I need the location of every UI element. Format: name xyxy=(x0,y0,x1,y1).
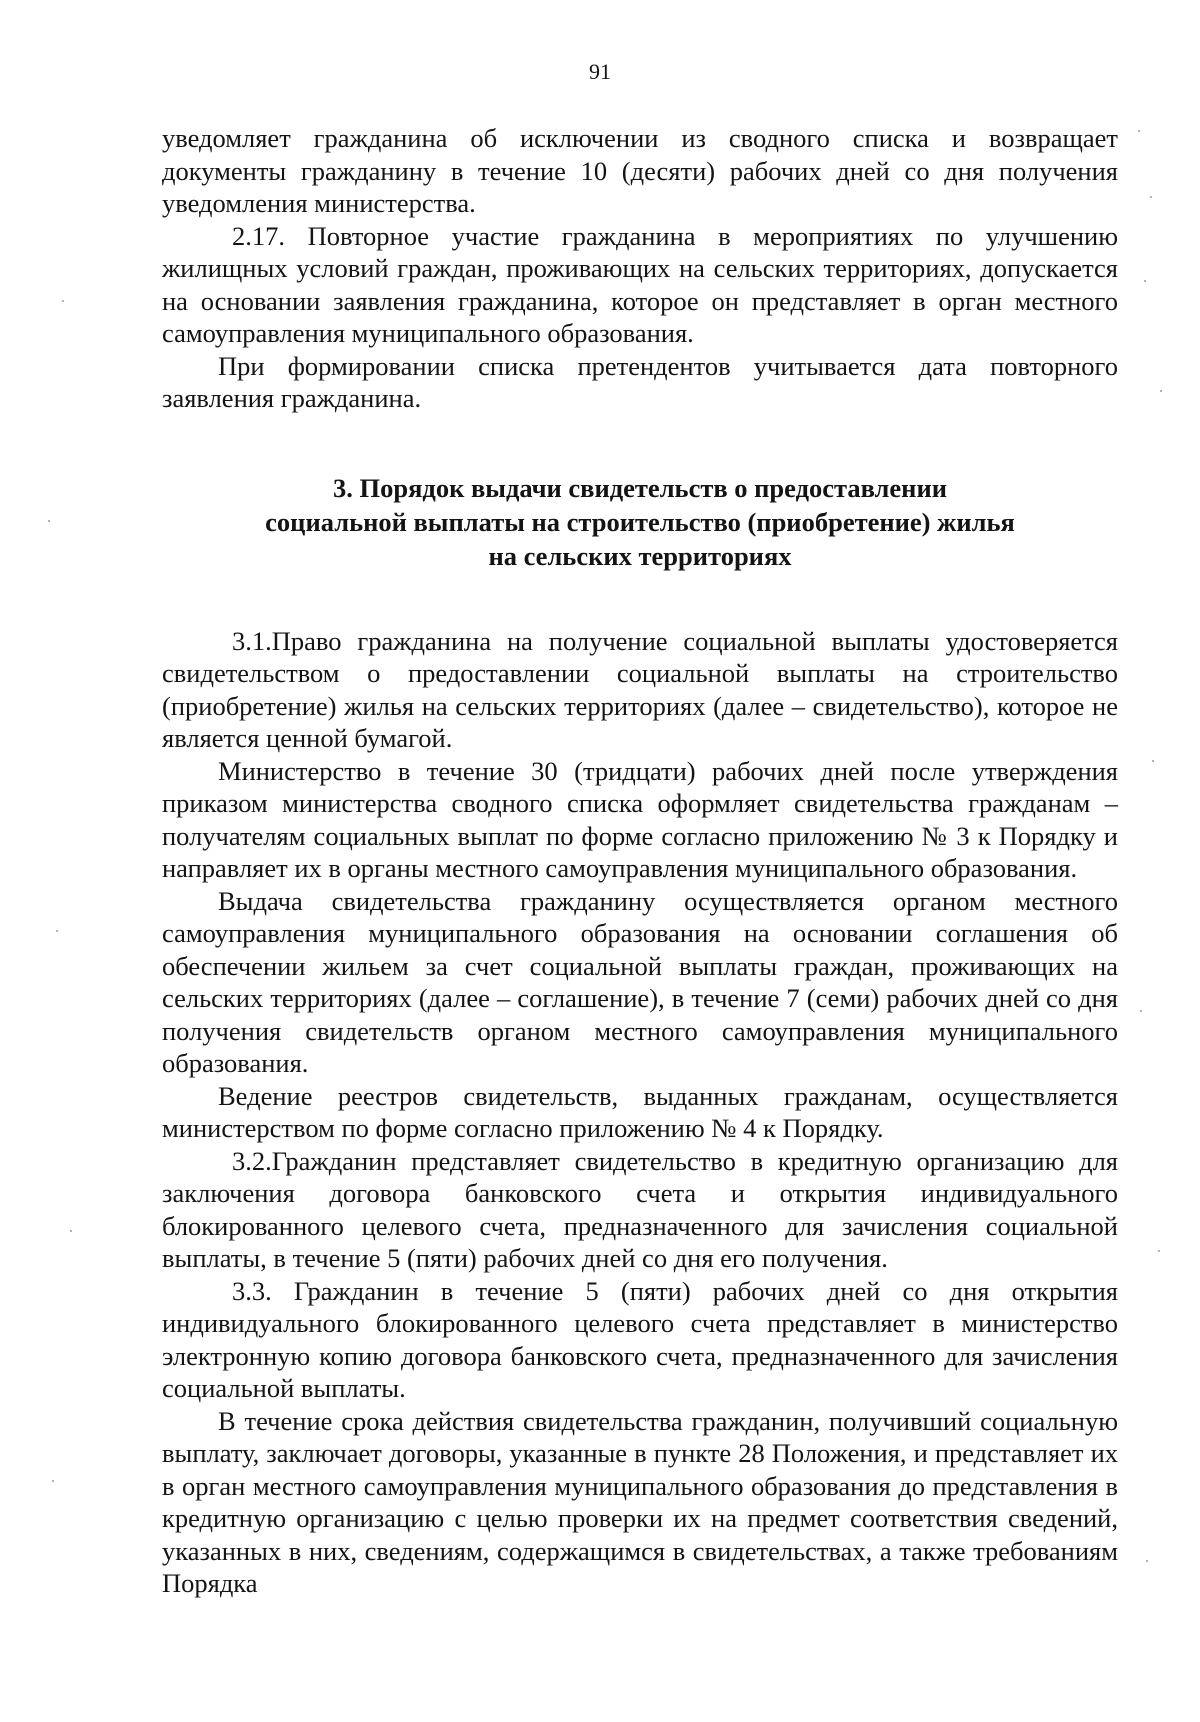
scan-speck xyxy=(1144,280,1146,282)
paragraph-3-2: 3.2.Гражданин представляет свидетельство в кредитную организацию для заключения договора банковского счета и открытия индивидуального блокированного целевого счета, предназначенного для зачисления социальной выплаты, в течение 5 (пяти) рабочих дней со дня его получения. xyxy=(162,1145,1118,1273)
paragraph-contracts: В течение срока действия свидетельства гражданин, получивший социальную выплату, заключает договоры, указанные в пункте 28 Положения, и представляет их в орган местного самоуправления муниципального образования до представления в кредитную организацию с целью проверки их на предмет соответствия сведений, указанных в них, сведениям, содержащимся в свидетельствах, а также требованиям Порядка xyxy=(162,1405,1118,1598)
paragraph-applicant-list: При формировании списка претендентов учитывается дата повторного заявления гражданина. xyxy=(162,350,1118,413)
scan-speck xyxy=(1152,760,1154,762)
paragraph-ministry-issuance: Министерство в течение 30 (тридцати) рабочих дней после утверждения приказом министерства сводного списка оформляет свидетельства гражданам – получателям социальных выплат по форме согласно приложению № 3 к Порядку и направляет их в органы местного самоуправления муниципального образования. xyxy=(162,755,1118,883)
scan-speck xyxy=(62,300,64,302)
page-number: 91 xyxy=(589,59,611,84)
paragraph-registry: Ведение реестров свидетельств, выданных гражданам, осуществляется министерством по форме согласно приложению № 4 к Порядку. xyxy=(162,1080,1118,1143)
scan-speck xyxy=(1158,1250,1160,1252)
scan-speck xyxy=(1160,390,1162,392)
scan-speck xyxy=(1138,130,1140,132)
section-heading-line-2: социальной выплаты на строительство (приобретение) жилья xyxy=(265,506,1015,537)
paragraph-2-17: 2.17. Повторное участие гражданина в мероприятиях по улучшению жилищных условий граждан, проживающих на сельских территориях, допускается на основании заявления гражданина, которое он представляет в орган местного самоуправления муниципального образования. xyxy=(162,220,1118,348)
section-heading xyxy=(162,471,1118,573)
scan-speck xyxy=(1150,196,1152,198)
body-text xyxy=(162,122,1118,1600)
section-heading-line-1: 3. Порядок выдачи свидетельств о предоставлении xyxy=(332,472,947,503)
section-heading-line-3: на сельских территориях xyxy=(488,540,792,571)
paragraph-continuation: уведомляет гражданина об исключении из сводного списка и возвращает документы гражданину в течение 10 (десяти) рабочих дней со дня получения уведомления министерства. xyxy=(162,123,1118,218)
scan-speck xyxy=(1140,1010,1142,1012)
scan-speck xyxy=(1146,1560,1148,1562)
scan-speck xyxy=(70,1230,72,1232)
paragraph-3-1: 3.1.Право гражданина на получение социальной выплаты удостоверяется свидетельством о предоставлении социальной выплаты на строительство (приобретение) жилья на сельских территориях (далее – свидетельство), которое не является ценной бумагой. xyxy=(162,625,1118,753)
paragraph-certificate-delivery: Выдача свидетельства гражданину осуществляется органом местного самоуправления муниципального образования на основании соглашения об обеспечении жильем за счет социальной выплаты граждан, проживающих на сельских территориях (далее – соглашение), в течение 7 (семи) рабочих дней со дня получения свидетельств органом местного самоуправления муниципального образования. xyxy=(162,885,1118,1078)
scan-speck xyxy=(56,930,58,932)
paragraph-3-3: 3.3. Гражданин в течение 5 (пяти) рабочих дней со дня открытия индивидуального блокированного целевого счета представляет в министерство электронную копию договора банковского счета, предназначенного для зачисления социальной выплаты. xyxy=(162,1275,1118,1403)
scan-speck xyxy=(52,1480,54,1482)
scan-speck xyxy=(48,520,50,522)
